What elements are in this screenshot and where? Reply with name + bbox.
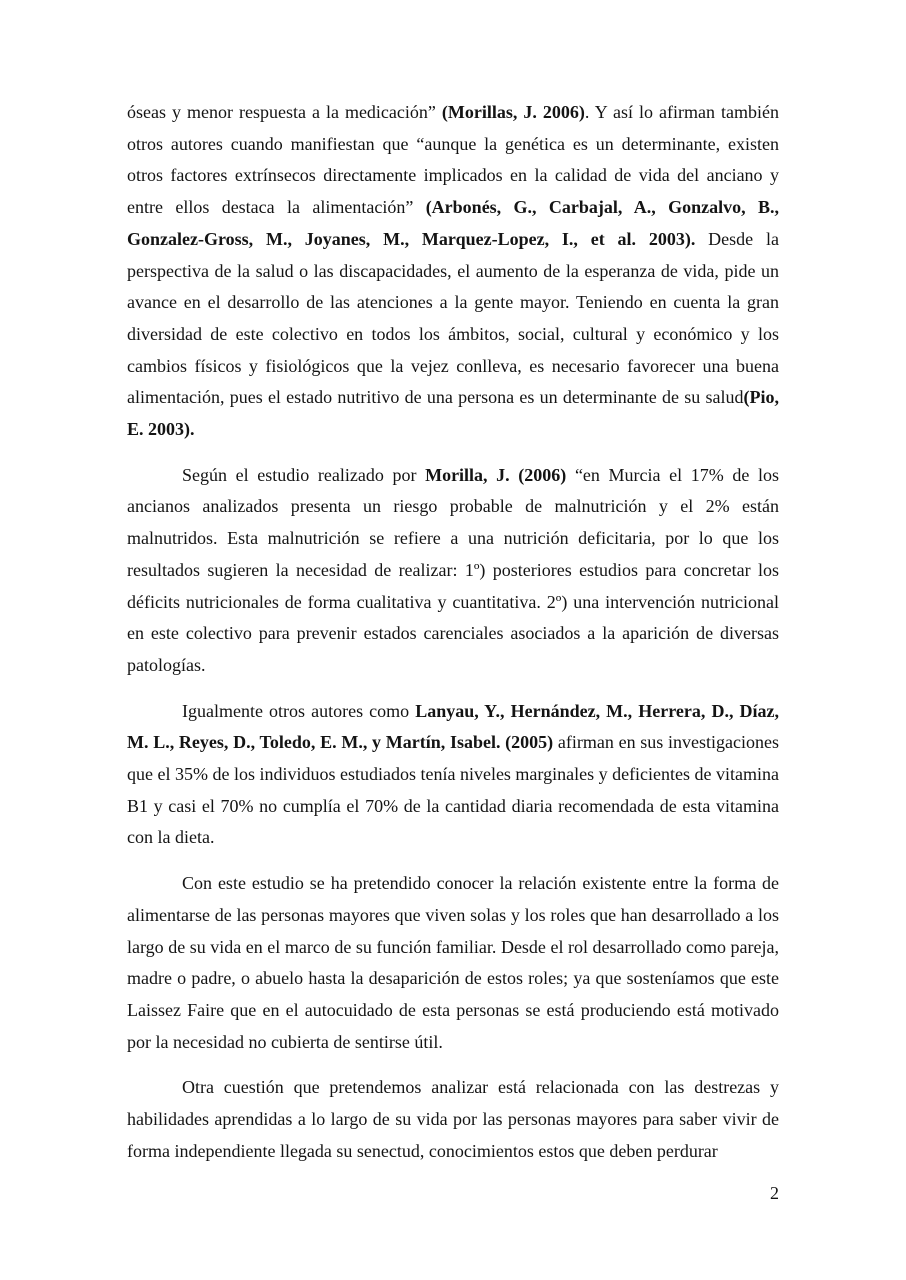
text-run: óseas y menor respuesta a la medicación”: [127, 102, 442, 122]
citation-bold-run: Morilla, J. (2006): [425, 464, 567, 485]
text-run: afirman en sus investigaciones que el 35% de los individuos estudiados tenía niveles marginales y deficientes de vitamina B1 y casi el 70% no cumplía el 70% de la cantidad diaria recomendada de esta vitamina con la dieta.: [127, 732, 780, 848]
document-body: [127, 97, 779, 1182]
text-run: Desde la perspectiva de la salud o las discapacidades, el aumento de la esperanza de vida, pide un avance en el desarrollo de las atenciones a la gente mayor. Teniendo en cuenta la gran diversidad de este colectivo en todos los ámbitos, social, cultural y económico y los cambios físicos y fisiológicos que la vejez conlleva, es necesario favorecer una buena alimentación, pues el estado nutritivo de una persona es un determinante de su salud: [127, 228, 779, 408]
citation-bold-run: (Pio, E. 2003).: [127, 387, 779, 440]
text-run: Con este estudio se ha pretendido conocer la relación existente entre la forma de alimentarse de las personas mayores que viven solas y los roles que han desarrollado a los largo de su vida en el marco de su función familiar. Desde el rol desarrollado como pareja, madre o padre, o abuelo hasta la desaparición de estos roles; ya que sosteníamos que este Laissez Faire que en el autocuidado de esta personas se está produciendo está motivado por la necesidad no cubierta de sentirse útil.: [127, 873, 779, 1052]
citation-bold-run: (Morillas, J. 2006): [441, 102, 585, 122]
page-number: 2: [770, 1183, 779, 1203]
paragraph-3: [127, 696, 779, 855]
paragraph-1: [127, 97, 779, 446]
text-run: Según el estudio realizado por: [182, 464, 426, 485]
paragraph-2: [127, 460, 779, 682]
paragraph-4: [127, 868, 779, 1058]
text-run: Igualmente otros autores como: [182, 700, 416, 721]
text-run: “en Murcia el 17% de los ancianos analizados presenta un riesgo probable de malnutrición y el 2% están malnutridos. Esta malnutrición se refiere a una nutrición deficitaria, por lo que los resultados sugieren la necesidad de realizar: 1º) posteriores estudios para concretar los déficits nutricionales de forma cualitativa y cuantitativa. 2º) una intervención nutricional en este colectivo para prevenir estados carenciales asociados a la aparición de diversas patologías.: [127, 464, 780, 675]
text-run: Otra cuestión que pretendemos analizar está relacionada con las destrezas y habilidades aprendidas a lo largo de su vida por las personas mayores para saber vivir de forma independiente llegada su senectud, conocimientos estos que deben perdurar: [127, 1077, 779, 1161]
citation-bold-run: Lanyau, Y., Hernández, M., Herrera, D., Díaz, M. L., Reyes, D., Toledo, E. M., y Martín, Isabel. (2005): [127, 700, 780, 753]
paragraph-5: [127, 1072, 779, 1167]
text-run: . Y así lo afirman también otros autores cuando manifiestan que “aunque la genética es un determinante, existen otros factores extrínsecos directamente implicados en la calidad de vida del anciano y entre ellos destaca la alimentación”: [127, 102, 779, 218]
citation-bold-run: (Arbonés, G., Carbajal, A., Gonzalvo, B., Gonzalez-Gross, M., Joyanes, M., Marquez-Lopez, I., et al. 2003).: [127, 197, 779, 249]
